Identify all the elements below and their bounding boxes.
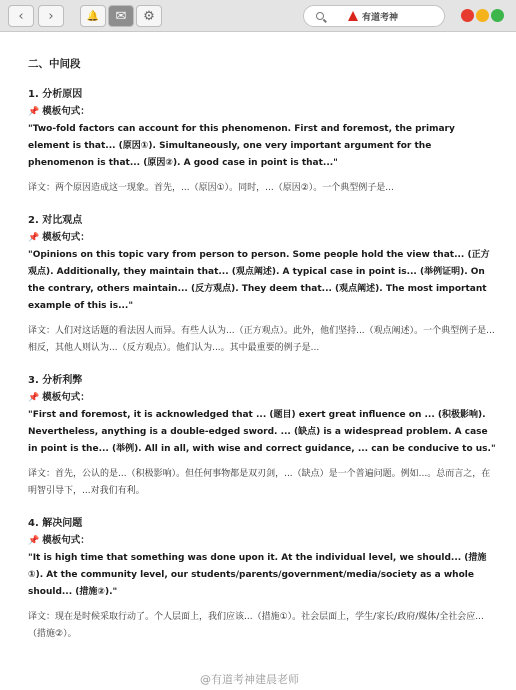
- back-button[interactable]: [8, 5, 34, 27]
- english-template: "Two-fold factors can account for this phenomenon. First and foremost, the primary element is that... (原因①). Simultaneously, one very important argument for the phenomenon is that... (原因②). A good case in point is that...": [28, 124, 455, 168]
- chinese-translation: 译文：人们对这话题的看法因人而异。有些人认为...（正方观点）。此外，他们坚持...（观点阐述）。一个典型例子是... 相反，其他人则认为...（反方观点）。他们认为...。其中最重要的例子是...: [28, 326, 495, 353]
- english-template: "It is high time that something was done upon it. At the individual level, we should... (措施①). At the community level, our students/parents/government/media/society as a whole should... (措施②).": [28, 553, 487, 597]
- pin-icon: 📌: [28, 233, 40, 243]
- chinese-translation: 译文：首先，公认的是...（积极影响）。但任何事物都是双刃剑，...（缺点）是一个普遍问题。例如...。总而言之，在明智引导下，...对我们有利。: [28, 469, 491, 496]
- template-label: 📌 模板句式：: [28, 232, 90, 243]
- pin-icon: 📌: [28, 536, 40, 546]
- section-analyze-reasons: [28, 85, 498, 197]
- chinese-translation: 译文：两个原因造成这一现象。首先，...（原因①）。同时，...（原因②）。一个典型例子是...: [28, 183, 394, 193]
- section-title: 4. 解决问题: [28, 518, 83, 529]
- back-icon: ‹: [18, 8, 24, 24]
- forward-icon: ›: [48, 8, 54, 24]
- page-title: 二、中间段: [28, 58, 81, 70]
- section-solve-problem: [28, 514, 498, 643]
- bell-icon: 🔔: [86, 10, 100, 22]
- chinese-translation: 译文：现在是时候采取行动了。个人层面上，我们应该...（措施①）。社会层面上，学生/家长/政府/媒体/全社会应...（措施②）。: [28, 612, 484, 639]
- section-pros-cons: [28, 371, 498, 500]
- minimize-window-button[interactable]: [476, 9, 489, 22]
- english-template: "Opinions on this topic vary from person to person. Some people hold the view that... (正方观点). Additionally, they maintain that... (观点阐述). A typical case in point is... (举例证明). On the contrary, others maintain... (反方观点). They deem that... (观点阐述). The most important example of this is...": [28, 250, 490, 311]
- gear-icon: ⚙: [143, 8, 155, 24]
- template-label: 📌 模板句式：: [28, 392, 90, 403]
- template-label: 📌 模板句式：: [28, 535, 90, 546]
- watermark: @有道考神建晨老师: [200, 673, 299, 686]
- search-brand-text: 有道考神: [362, 13, 399, 23]
- notification-button[interactable]: [80, 5, 106, 27]
- section-title: 3. 分析利弊: [28, 375, 83, 386]
- brand-logo-icon: [348, 11, 358, 21]
- search-bar[interactable]: [303, 5, 445, 27]
- pin-icon: 📌: [28, 393, 40, 403]
- english-template: "First and foremost, it is acknowledged that ... (题目) exert great influence on ... (积极影响). Nevertheless, anything is a double-edged sword. ... (缺点) is a widespread problem. A case in point is the... (举例). All in all, with wise and correct guidance, ... can be conducive to us.": [28, 410, 496, 454]
- browser-toolbar: [0, 0, 516, 32]
- section-title: 2. 对比观点: [28, 215, 83, 226]
- close-window-button[interactable]: [461, 9, 474, 22]
- section-title: 1. 分析原因: [28, 89, 83, 100]
- pin-icon: 📌: [28, 107, 40, 117]
- forward-button[interactable]: [38, 5, 64, 27]
- maximize-window-button[interactable]: [491, 9, 504, 22]
- template-label: 📌 模板句式：: [28, 106, 90, 117]
- mail-button[interactable]: [108, 5, 134, 27]
- document-content: [28, 56, 498, 657]
- mail-icon: ✉: [115, 8, 127, 24]
- section-compare-views: [28, 211, 498, 357]
- search-icon: [316, 12, 324, 20]
- settings-button[interactable]: [136, 5, 162, 27]
